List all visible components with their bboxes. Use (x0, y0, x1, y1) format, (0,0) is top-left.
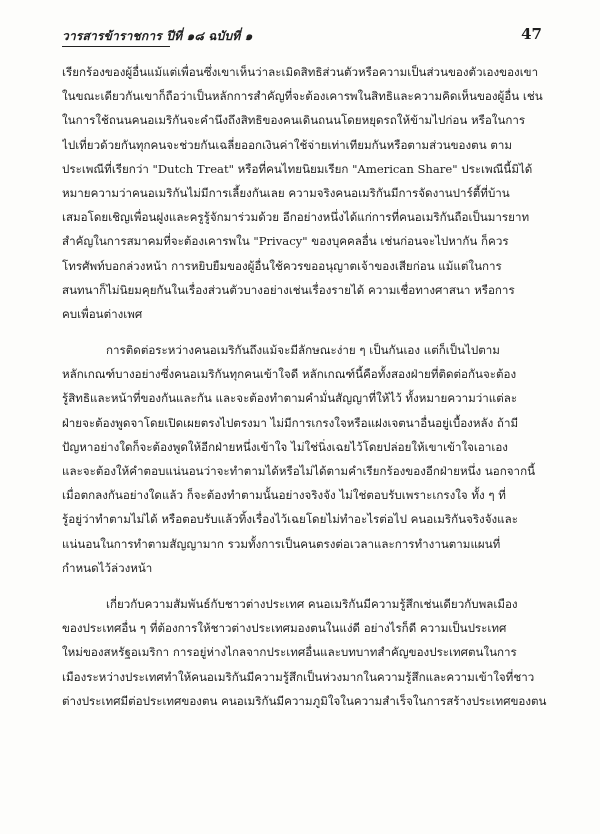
page-header (62, 27, 542, 45)
paragraph-gap (62, 580, 550, 592)
text-line: เมื่อตกลงกันอย่างใดแล้ว ก็จะต้องทำตามนั้นอย่างจริงจัง ไม่ใช่ตอบรับเพราะเกรงใจ ทั้ง ๆ ที่ (62, 488, 506, 503)
paragraph (62, 592, 550, 713)
header-rule (62, 46, 170, 47)
text-line: กำหนดไว้ล่วงหน้า (62, 560, 153, 575)
text-line: ปัญหาอย่างใดก็จะต้องพูดให้อีกฝ่ายหนึ่งเข้าใจ ไม่ใช่นิ่งเฉยไว้โดยปล่อยให้เขาเข้าใจเอาเอง (62, 439, 508, 454)
text-line: หลักเกณฑ์บางอย่างซึ่งคนอเมริกันทุกคนเข้าใจดี หลักเกณฑ์นี้คือทั้งสองฝ่ายที่ติดต่อกันจะต้อง (62, 367, 517, 382)
text-line: ใหม่ของสหรัฐอเมริกา การอยู่ห่างไกลจากประเทศอื่นและบทบาทสำคัญของประเทศตนในการ (62, 645, 517, 660)
text-line: ประเพณีที่เรียกว่า "Dutch Treat" หรือที่คนไทยนิยมเรียก "American Share" ประเพณีนี้มิได้ (62, 161, 533, 176)
text-line: ฝ่ายจะต้องพูดจาโดยเปิดเผยตรงไปตรงมา ไม่มีการเกรงใจหรือแฝงเจตนาอื่นอยู่เบื้องหลัง ถ้ามี (62, 415, 519, 430)
text-line: การติดต่อระหว่างคนอเมริกันถึงแม้จะมีลักษณะง่าย ๆ เป็นกันเอง แต่ก็เป็นไปตาม (106, 343, 500, 358)
paragraph-gap (62, 326, 550, 338)
text-line: ของประเทศอื่น ๆ ที่ต้องการให้ชาวต่างประเทศมองตนในแง่ดี อย่างไรก็ดี ความเป็นประเทศ (62, 621, 507, 636)
text-line: เมืองระหว่างประเทศทำให้คนอเมริกันมีความรู้สึกเป็นห่วงมากในความรู้สึกและความเข้าใจที่ชาว (62, 669, 535, 684)
text-line: คบเพื่อนต่างเพศ (62, 306, 143, 321)
body-text (62, 60, 550, 713)
text-line: เกี่ยวกับความสัมพันธ์กับชาวต่างประเทศ คนอเมริกันมีความรู้สึกเช่นเดียวกับพลเมือง (106, 596, 518, 611)
text-line: ไปเที่ยวด้วยกันทุกคนจะช่วยกันเฉลี่ยออกเงินค่าใช้จ่ายเท่าเทียมกันหรือตามส่วนของตน ตาม (62, 137, 512, 152)
page-number: 47 (521, 25, 542, 43)
paragraph (62, 60, 550, 326)
text-line: สนทนาก็ไม่นิยมคุยกันในเรื่องส่วนตัวบางอย่างเช่นเรื่องรายได้ ความเชื่อทางศาสนา หรือการ (62, 282, 515, 297)
text-line: ในการใช้ถนนคนอเมริกันจะคำนึงถึงสิทธิของคนเดินถนนโดยหยุดรถให้ข้ามไปก่อน หรือในการ (62, 113, 526, 128)
text-line: เสมอโดยเชิญเพื่อนฝูงและครูรู้จักมาร่วมด้วย อีกอย่างหนึ่งได้แก่การที่คนอเมริกันถือเป็นมารยาท (62, 210, 530, 225)
journal-title: วารสารข้าราชการ ปีที่ ๑๘ ฉบับที่ ๑ (62, 29, 253, 43)
paragraph (62, 338, 550, 580)
text-line: หมายความว่าคนอเมริกันไม่มีการเลี้ยงกันเลย ความจริงคนอเมริกันมีการจัดงานปาร์ตี้ที่บ้าน (62, 185, 510, 200)
text-line: และจะต้องให้คำตอบแน่นอนว่าจะทำตามได้หรือไม่ได้ตามคำเรียกร้องของอีกฝ่ายหนึ่ง นอกจากนี้ (62, 464, 536, 478)
text-line: รู้สิทธิและหน้าที่ของกันและกัน และจะต้องทำตามคำมั่นสัญญาที่ให้ไว้ ทั้งหมายความว่าแต่ละ (62, 391, 518, 406)
text-line: โทรศัพท์บอกล่วงหน้า การหยิบยืมของผู้อื่นใช้ควรขออนุญาตเจ้าของเสียก่อน แม้แต่ในการ (62, 258, 502, 273)
text-line: ต่างประเทศมีต่อประเทศของตน คนอเมริกันมีความภูมิใจในความสำเร็จในการสร้างประเทศของตน (62, 693, 547, 708)
text-line: สำคัญในการสมาคมที่จะต้องเคารพใน "Privacy" ของบุคคลอื่น เช่นก่อนจะไปหากัน ก็ควร (62, 234, 509, 249)
text-line: ในขณะเดียวกันเขาก็ถือว่าเป็นหลักการสำคัญที่จะต้องเคารพในสิทธิและความคิดเห็นของผู้อื่น เช่น (62, 89, 543, 104)
text-line: เรียกร้องของผู้อื่นแม้แต่เพื่อนซึ่งเขาเห็นว่าละเมิดสิทธิส่วนตัวหรือความเป็นส่วนของตัวเองของเขา (62, 65, 539, 79)
text-line: รู้อยู่ว่าทำตามไม่ได้ หรือตอบรับแล้วทิ้งเรื่องไว้เฉยโดยไม่ทำอะไรต่อไป คนอเมริกันจริงจังและ (62, 512, 518, 527)
text-line: แน่นอนในการทำตามสัญญามาก รวมทั้งการเป็นคนตรงต่อเวลาและการทำงานตามแผนที่ (62, 536, 501, 551)
